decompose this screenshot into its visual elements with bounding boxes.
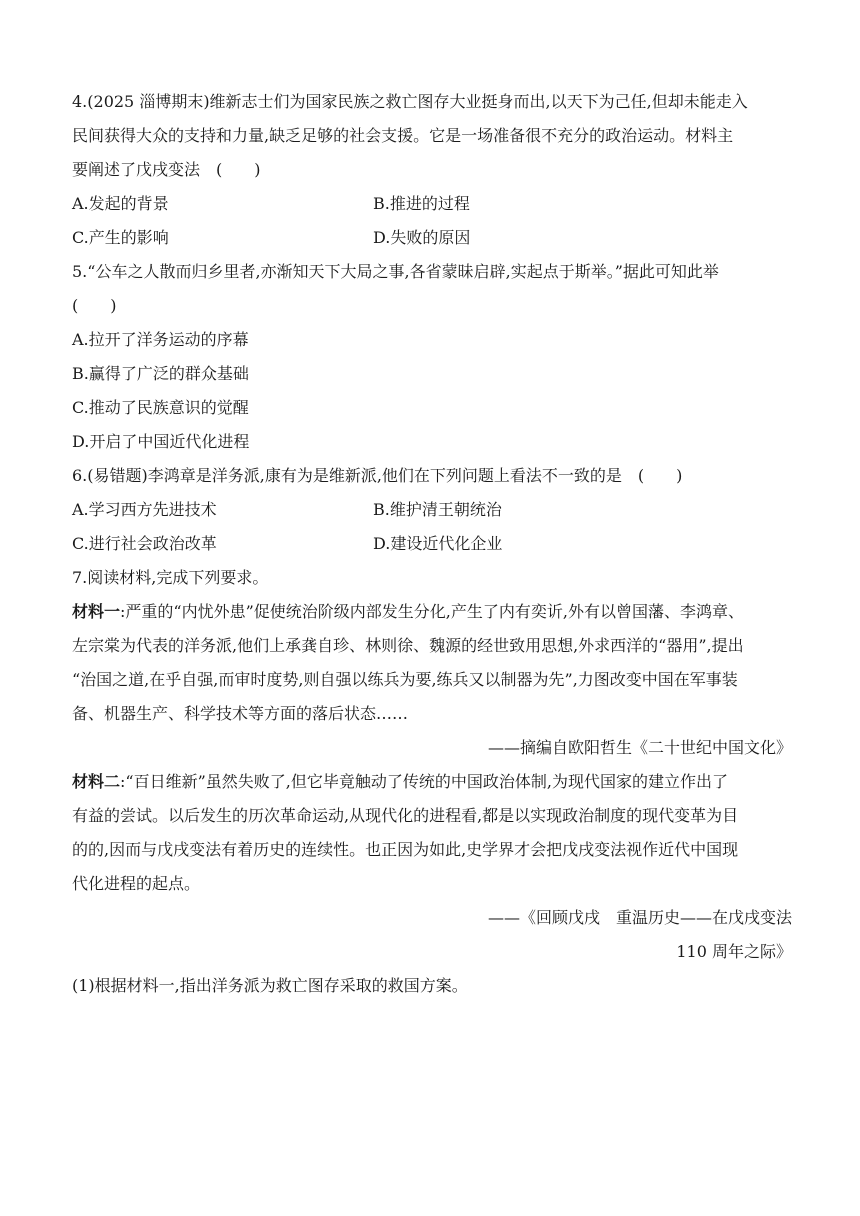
question-6-stem: 6.(易错题)李鸿章是洋务派,康有为是维新派,他们在下列问题上看法不一致的是 ( ) (72, 466, 683, 485)
material-1-line-4: 备、机器生产、科学技术等方面的落后状态…… (72, 704, 409, 723)
material-2-source-line-1: ——《回顾戊戌 重温历史——在戊戌变法 (487, 908, 792, 927)
question-6 (72, 459, 792, 561)
material-1 (72, 595, 792, 731)
question-7-sub-1: (1)根据材料一,指出洋务派为救亡图存采取的救国方案。 (72, 976, 468, 995)
question-6-options-row-2 (72, 527, 792, 561)
question-4-stem-line-1: 4.(2025 淄博期末)维新志士们为国家民族之救亡图存大业挺身而出,以天下为己任,但却未能走入 (72, 92, 748, 111)
question-5-option-c[interactable]: C.推动了民族意识的觉醒 (72, 398, 249, 417)
material-2-line-4: 代化进程的起点。 (72, 874, 201, 893)
question-4-option-a[interactable]: A.发起的背景 (72, 194, 169, 213)
material-1-line-2: 左宗棠为代表的洋务派,他们上承龚自珍、林则徐、魏源的经世致用思想,外求西洋的“器用”,提出 (72, 636, 744, 655)
question-content (72, 85, 792, 1003)
question-5-option-b[interactable]: B.赢得了广泛的群众基础 (72, 364, 249, 383)
question-4-stem-line-2: 民间获得大众的支持和力量,缺乏足够的社会支援。它是一场准备很不充分的政治运动。材料主 (72, 126, 734, 145)
question-4-option-c[interactable]: C.产生的影响 (72, 228, 169, 247)
material-2-line-3: 的的,因而与戊戌变法有着历史的连续性。也正因为如此,史学界才会把戊戌变法视作近代中国现 (72, 840, 739, 859)
material-2-line-2: 有益的尝试。以后发生的历次革命运动,从现代化的进程看,都是以实现政治制度的现代变革为目 (72, 806, 739, 825)
question-5 (72, 255, 792, 459)
question-6-option-d[interactable]: D.建设近代化企业 (373, 534, 503, 553)
material-1-line-1: :严重的“内忧外患”促使统治阶级内部发生分化,产生了内有奕䜣,外有以曾国藩、李鸿章、 (120, 602, 744, 621)
question-5-option-a[interactable]: A.拉开了洋务运动的序幕 (72, 330, 249, 349)
question-4 (72, 85, 792, 255)
question-4-option-d[interactable]: D.失败的原因 (373, 228, 471, 247)
material-1-source: ——摘编自欧阳哲生《二十世纪中国文化》 (487, 738, 792, 757)
question-7 (72, 561, 792, 1003)
question-5-option-d[interactable]: D.开启了中国近代化进程 (72, 432, 250, 451)
question-4-option-b[interactable]: B.推进的过程 (373, 194, 470, 213)
question-5-stem-line-2: ( ) (72, 296, 117, 315)
material-2-label: 材料二 (72, 772, 121, 791)
material-2 (72, 765, 792, 901)
question-6-option-a[interactable]: A.学习西方先进技术 (72, 500, 217, 519)
question-6-option-b[interactable]: B.维护清王朝统治 (373, 500, 502, 519)
material-1-line-3: “治国之道,在乎自强,而审时度势,则自强以练兵为要,练兵又以制器为先”,力图改变中国在军事装 (72, 670, 738, 689)
question-6-options-row-1 (72, 493, 792, 527)
question-4-options-row-2 (72, 221, 792, 255)
question-4-options-row-1 (72, 187, 792, 221)
question-6-option-c[interactable]: C.进行社会政治改革 (72, 534, 217, 553)
question-5-stem-line-1: 5.“公车之人散而归乡里者,亦渐知天下大局之事,各省蒙昧启辟,实起点于斯举。”据此可知此举 (72, 262, 719, 281)
material-2-line-1: :“百日维新”虽然失败了,但它毕竟触动了传统的中国政治体制,为现代国家的建立作出了 (120, 772, 728, 791)
material-2-source-line-2: 110 周年之际》 (676, 942, 792, 961)
question-4-stem-line-3: 要阐述了戊戌变法 ( ) (72, 160, 261, 179)
question-7-title: 7.阅读材料,完成下列要求。 (72, 568, 269, 587)
material-1-label: 材料一 (72, 602, 121, 621)
